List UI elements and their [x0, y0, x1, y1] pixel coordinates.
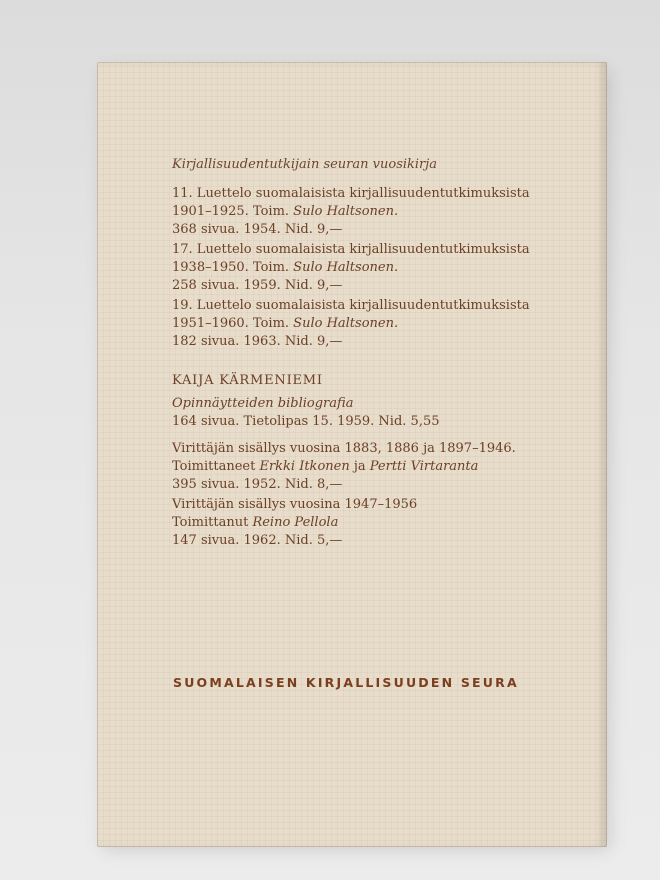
editors-conjunction: ja	[349, 459, 370, 474]
series-entry-17	[172, 241, 530, 295]
entry-title: 19. Luettelo suomalaisista kirjallisuudentutkimuksista	[172, 298, 530, 313]
entry-editor-line	[172, 259, 530, 277]
entry-title: 11. Luettelo suomalaisista kirjallisuudentutkimuksista	[172, 186, 530, 201]
editor-b: Pertti Virtaranta	[369, 459, 479, 474]
editor-prefix: Toimittanut	[172, 515, 253, 530]
editors-prefix: Toimittaneet	[172, 459, 260, 474]
book-virittajan-1883	[172, 440, 516, 494]
book-title: Opinnäytteiden bibliografia	[172, 396, 354, 411]
entry-details: 258 sivua. 1959. Nid. 9,—	[172, 278, 343, 293]
entry-years: 1951–1960. Toim.	[172, 316, 294, 331]
entry-details: 182 sivua. 1963. Nid. 9,—	[172, 334, 343, 349]
book-virittajan-1947	[172, 496, 417, 550]
book-title: Virittäjän sisällys vuosina 1947–1956	[172, 497, 418, 512]
cover-edge	[597, 62, 607, 847]
entry-editor-line	[172, 315, 530, 333]
editor: Reino Pellola	[252, 515, 339, 530]
book-opinnaytteiden	[172, 395, 440, 431]
entry-details: 368 sivua. 1954. Nid. 9,—	[172, 222, 343, 237]
book-title: Virittäjän sisällys vuosina 1883, 1886 ja 1897–1946.	[172, 441, 516, 456]
entry-years: 1901–1925. Toim.	[172, 204, 294, 219]
entry-editor: Sulo Haltsonen.	[293, 316, 399, 331]
entry-years: 1938–1950. Toim.	[172, 260, 294, 275]
publisher-name: SUOMALAISEN KIRJALLISUUDEN SEURA	[173, 675, 519, 690]
series-entry-11	[172, 185, 530, 239]
entry-title: 17. Luettelo suomalaisista kirjallisuudentutkimuksista	[172, 242, 530, 257]
entry-editor: Sulo Haltsonen.	[293, 204, 399, 219]
entry-editor: Sulo Haltsonen.	[293, 260, 399, 275]
author-name: KAIJA KÄRMENIEMI	[172, 373, 323, 388]
series-title: Kirjallisuudentutkijain seuran vuosikirja	[172, 157, 438, 172]
book-editor-line	[172, 514, 417, 532]
series-entry-19	[172, 297, 530, 351]
book-details: 147 sivua. 1962. Nid. 5,—	[172, 533, 343, 548]
book-editors-line	[172, 458, 516, 476]
book-details: 164 sivua. Tietolipas 15. 1959. Nid. 5,55	[172, 414, 440, 429]
editor-a: Erkki Itkonen	[259, 459, 350, 474]
entry-editor-line	[172, 203, 530, 221]
book-details: 395 sivua. 1952. Nid. 8,—	[172, 477, 343, 492]
